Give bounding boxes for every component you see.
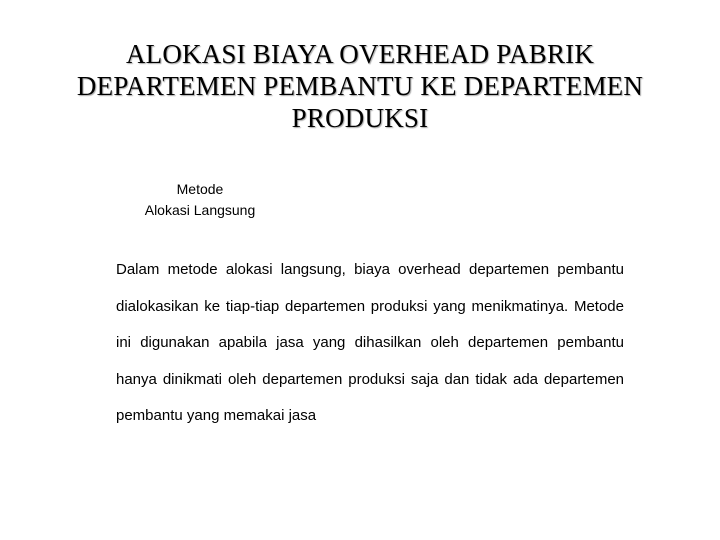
- subtitle-line-2: Alokasi Langsung: [144, 202, 256, 218]
- section-subtitle: [100, 179, 300, 221]
- title-line-2: DEPARTEMEN PEMBANTU KE DEPARTEMEN: [76, 71, 644, 101]
- slide-title: [40, 38, 680, 134]
- title-line-3: PRODUKSI: [291, 103, 429, 133]
- title-line-1: ALOKASI BIAYA OVERHEAD PABRIK: [125, 39, 595, 69]
- subtitle-line-1: Metode: [176, 181, 224, 197]
- body-paragraph: Dalam metode alokasi langsung, biaya overhead departemen pembantu dialokasikan ke tiap-tiap departemen produksi yang menikmatinya. Metode ini digunakan apabila jasa yang dihasilkan oleh departemen pembantu hanya dinikmati oleh departemen produksi saja dan tidak ada departemen pembantu yang memakai jasa: [116, 261, 624, 424]
